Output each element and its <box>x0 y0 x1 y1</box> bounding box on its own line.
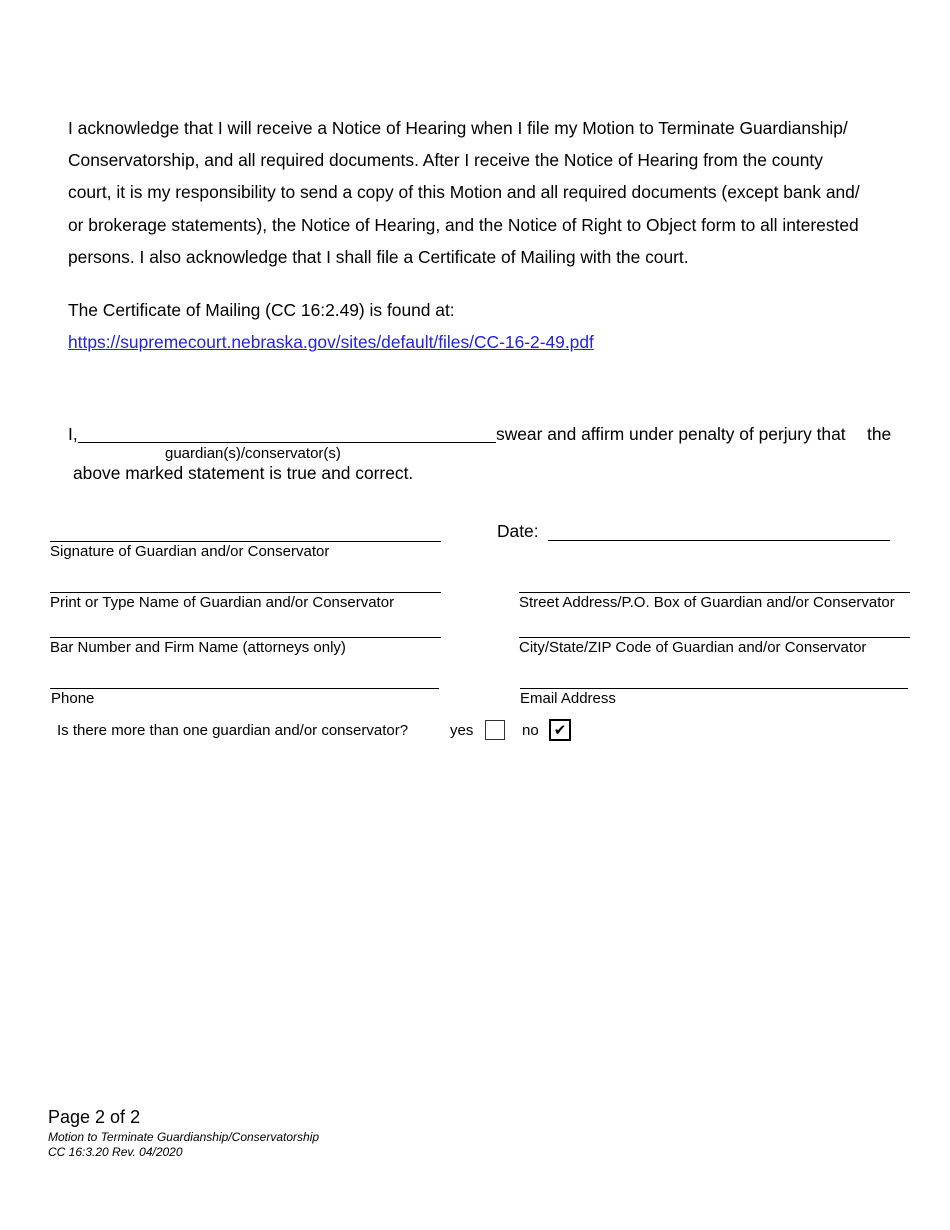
city-label: City/State/ZIP Code of Guardian and/or Conservator <box>519 639 867 656</box>
certificate-block <box>68 294 594 358</box>
affirmation-line-2: above marked statement is true and correct. <box>73 463 414 483</box>
street-label: Street Address/P.O. Box of Guardian and/or Conservator <box>519 594 895 611</box>
print-name-label: Print or Type Name of Guardian and/or Conservator <box>50 594 395 611</box>
guardian-name-line[interactable] <box>78 442 496 443</box>
signature-label: Signature of Guardian and/or Conservator <box>50 543 330 560</box>
form-code: CC 16:3.20 Rev. 04/2020 <box>48 1145 183 1159</box>
form-title: Motion to Terminate Guardianship/Conservatorship <box>48 1130 320 1144</box>
acknowledgement-line-4: or brokerage statements), the Notice of Hearing, and the Notice of Right to Object form to all interested <box>68 214 859 235</box>
email-label: Email Address <box>520 690 616 707</box>
affirmation-suffix: swear and affirm under penalty of perjury that <box>496 424 846 444</box>
acknowledgement-line-1: I acknowledge that I will receive a Notice of Hearing when I file my Motion to Terminate Guardianship/ <box>68 118 848 138</box>
guardian-count-question: Is there more than one guardian and/or conservator? <box>57 722 409 739</box>
bar-number-label: Bar Number and Firm Name (attorneys only) <box>50 639 346 656</box>
print-name-line[interactable] <box>50 592 441 593</box>
acknowledgement-line-5: persons. I also acknowledge that I shall file a Certificate of Mailing with the court. <box>68 246 689 267</box>
checkmark-icon: ✔ <box>553 721 567 739</box>
bar-number-line[interactable] <box>50 637 441 638</box>
guardian-name-caption: guardian(s)/conservator(s) <box>165 445 341 462</box>
signature-line[interactable] <box>50 541 441 542</box>
certificate-link[interactable]: https://supremecourt.nebraska.gov/sites/default/files/CC-16-2-49.pdf <box>68 332 594 352</box>
acknowledgement-line-3: court, it is my responsibility to send a copy of this Motion and all required documents (except bank and/ <box>68 182 860 203</box>
acknowledgement-line-2: Conservatorship, and all required documents. After I receive the Notice of Hearing from the county <box>68 150 823 171</box>
street-line[interactable] <box>519 592 910 593</box>
yes-label: yes <box>450 722 474 739</box>
no-checkbox[interactable] <box>549 719 571 741</box>
date-label: Date: <box>497 521 539 541</box>
affirmation-suffix-end: the <box>867 424 892 444</box>
certificate-text: The Certificate of Mailing (CC 16:2.49) is found at: <box>68 300 455 320</box>
date-line[interactable] <box>548 540 890 541</box>
phone-line[interactable] <box>50 688 439 689</box>
phone-label: Phone <box>51 690 95 707</box>
yes-checkbox[interactable] <box>485 720 505 740</box>
email-line[interactable] <box>520 688 908 689</box>
no-label: no <box>522 722 539 739</box>
city-line[interactable] <box>519 637 910 638</box>
affirmation-prefix: I, <box>68 424 78 444</box>
page-number: Page 2 of 2 <box>48 1107 141 1127</box>
acknowledgement-paragraph <box>68 112 918 273</box>
